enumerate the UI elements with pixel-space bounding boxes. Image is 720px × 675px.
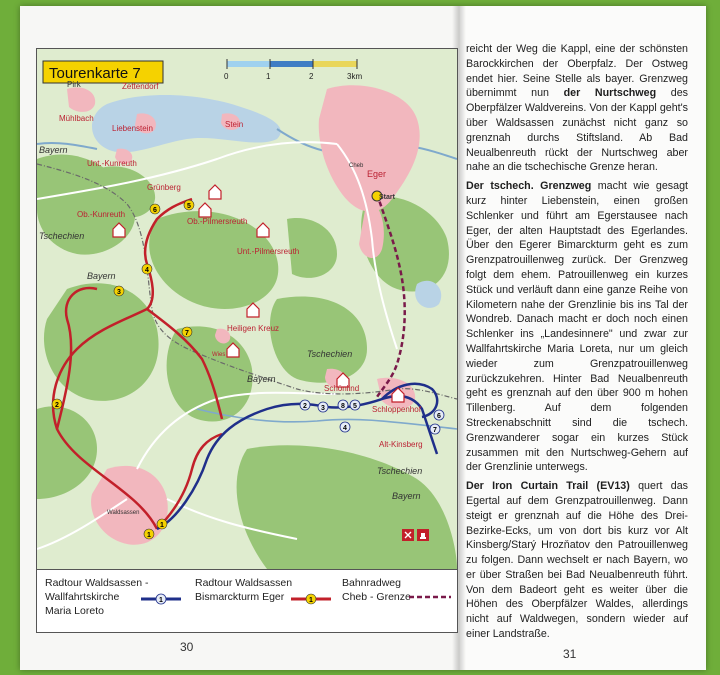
label-tschechien-1: Tschechien	[39, 231, 85, 241]
scale-tick-3: 3km	[347, 72, 363, 81]
marker-red-1: 1	[147, 532, 151, 539]
label-bayern-2: Bayern	[87, 271, 116, 281]
marker-red-4: 4	[145, 267, 149, 274]
marker-blue-4: 4	[343, 425, 347, 432]
marker-blue-5: 5	[353, 403, 357, 410]
marker-blue-8: 8	[341, 403, 345, 410]
tour-map	[36, 48, 458, 570]
label-zettendorf: Zettendorf	[122, 82, 159, 91]
label-ob-kunreuth: Ob.-Kunreuth	[77, 210, 126, 219]
map-canvas	[37, 49, 457, 569]
label-cheb: Cheb	[349, 163, 364, 169]
label-waldsassen: Waldsassen	[107, 510, 140, 516]
scale-tick-0: 0	[224, 72, 229, 81]
marker-blue-1: 1	[160, 522, 164, 529]
scale-tick-2: 2	[309, 72, 314, 81]
marker-red-5: 5	[187, 203, 191, 210]
label-bayern-1: Bayern	[39, 145, 68, 155]
label-unt-kunreuth: Unt.-Kunreuth	[87, 159, 137, 168]
marker-red-2: 2	[55, 402, 59, 409]
marker-red-6: 6	[153, 207, 157, 214]
label-liebenstein: Liebenstein	[112, 124, 153, 133]
marker-blue-2: 2	[303, 403, 307, 410]
legend-blue-route: Radtour Waldsassen Bismarckturm Eger	[195, 577, 293, 603]
paragraph-2: Der tschech. Grenzweg macht wie gesagt kurz hinter Liebenstein, einen großen Schlenker und führt am Egerstausee nach Eger, der alten Hauptstadt des Egerlandes. Über den Egerer Bimarckturm geht es zum Grenzpatrouillenweg zurück. Der Grenzweg folgt dem ehem. Patrouillenweg ein kurzes Stück und verläuft dann eine ganze Reihe von Kilometern nahe der Grenzlinie bis ins Tal der Wondreb. Danach macht er doch noch einen Schlenker ins „Landesinnere" und zwar zur Wallfahrtskirche Maria Loreta, nur um gleich wieder zum Grenzpatrouillenweg zurückzukehren. Hinter Bad Neualbenreuth geht es grenznah auf den über 900 m hohen Tillenberg. Auf dem folgenden Streckenabschnitt sind die tschech. Grenzwanderer sogar ein kurzes Stück zusammen mit den Nurtschweg-Gehern auf der Grenzlinie unterwegs.	[466, 180, 688, 474]
label-wies: Wies	[212, 352, 226, 358]
svg-text:1: 1	[309, 597, 313, 604]
map-legend	[36, 570, 458, 633]
label-pirk: Pirk	[67, 80, 81, 89]
label-unt-pilmersreuth: Unt.-Pilmersreuth	[237, 247, 300, 256]
legend-red-line-sample	[291, 592, 331, 606]
label-tschechien-3: Tschechien	[377, 466, 423, 476]
legend-red-route: Radtour Waldsassen - Wallfahrtskirche Maria Loreto	[45, 577, 149, 617]
label-muehlbach: Mühlbach	[59, 114, 94, 123]
label-heiligen-kreuz: Heiligen Kreuz	[227, 324, 280, 333]
label-bayern-3: Bayern	[247, 374, 276, 384]
label-bayern-4: Bayern	[392, 491, 421, 501]
label-start: Start	[379, 194, 395, 201]
legend-rail-route: Bahnradweg Cheb - Grenze	[342, 577, 411, 603]
marker-blue-6: 6	[437, 413, 441, 420]
label-alt-kinsberg: Alt-Kinsberg	[379, 440, 423, 449]
scale-tick-1: 1	[266, 72, 271, 81]
label-ob-pilmersreuth: Ob.-Pilmersreuth	[187, 217, 248, 226]
marker-blue-3: 3	[321, 405, 325, 412]
svg-text:1: 1	[159, 597, 163, 604]
label-tschechien-2: Tschechien	[307, 349, 353, 359]
marker-blue-7: 7	[433, 427, 437, 434]
legend-rail-line-sample	[409, 592, 451, 602]
marker-red-3: 3	[117, 289, 121, 296]
body-text	[466, 42, 688, 646]
label-eger: Eger	[367, 169, 387, 179]
page-number-left: 30	[180, 640, 194, 654]
paragraph-3: Der Iron Curtain Trail (EV13) quert das Egertal auf dem Grenzpatrouillenweg. Dann steigt er grenznah auf die Höhe des Drei-Bezirke-Ecks, um von dort bis kurz vor Alt Kinsberg/Starý Hrozňatov den Patrouillenweg zu folgen. Dann wechselt er nach Bayern, wo er über Straßen bei Bad Neualbenreuth führt. Von dem Badeort geht es weiter über die Höhen des Oberpfälzer Waldes, allerdings nicht auf Waldwegen, sondern wieder auf einer Landstraße.	[466, 480, 688, 641]
map-title: Tourenkarte 7	[49, 65, 141, 82]
legend-blue-line-sample	[141, 592, 181, 606]
paragraph-1: reicht der Weg die Kappl, eine der schönsten Barockkirchen der Oberpfalz. Der Ostweg endet hier. Seine Stelle als bayer. Grenzweg übernimmt nun der Nurtschweg des Oberpfälzer Waldvereins. Von der Kappl geht's über Waldsassen zunächst nicht ganz so grenznah durchs Stiftsland. Ab Bad Neualbenreuth rückt der Nurtschweg aber nahe an die tschechische Grenze heran.	[466, 43, 688, 174]
page-number-right: 31	[563, 647, 577, 661]
label-schloppenhof: Schloppenhof	[372, 405, 421, 414]
label-schoenlind: Schönlind	[324, 384, 360, 393]
label-gruenberg: Grünberg	[147, 183, 181, 192]
label-stein: Stein	[225, 120, 244, 129]
marker-red-7: 7	[185, 330, 189, 337]
